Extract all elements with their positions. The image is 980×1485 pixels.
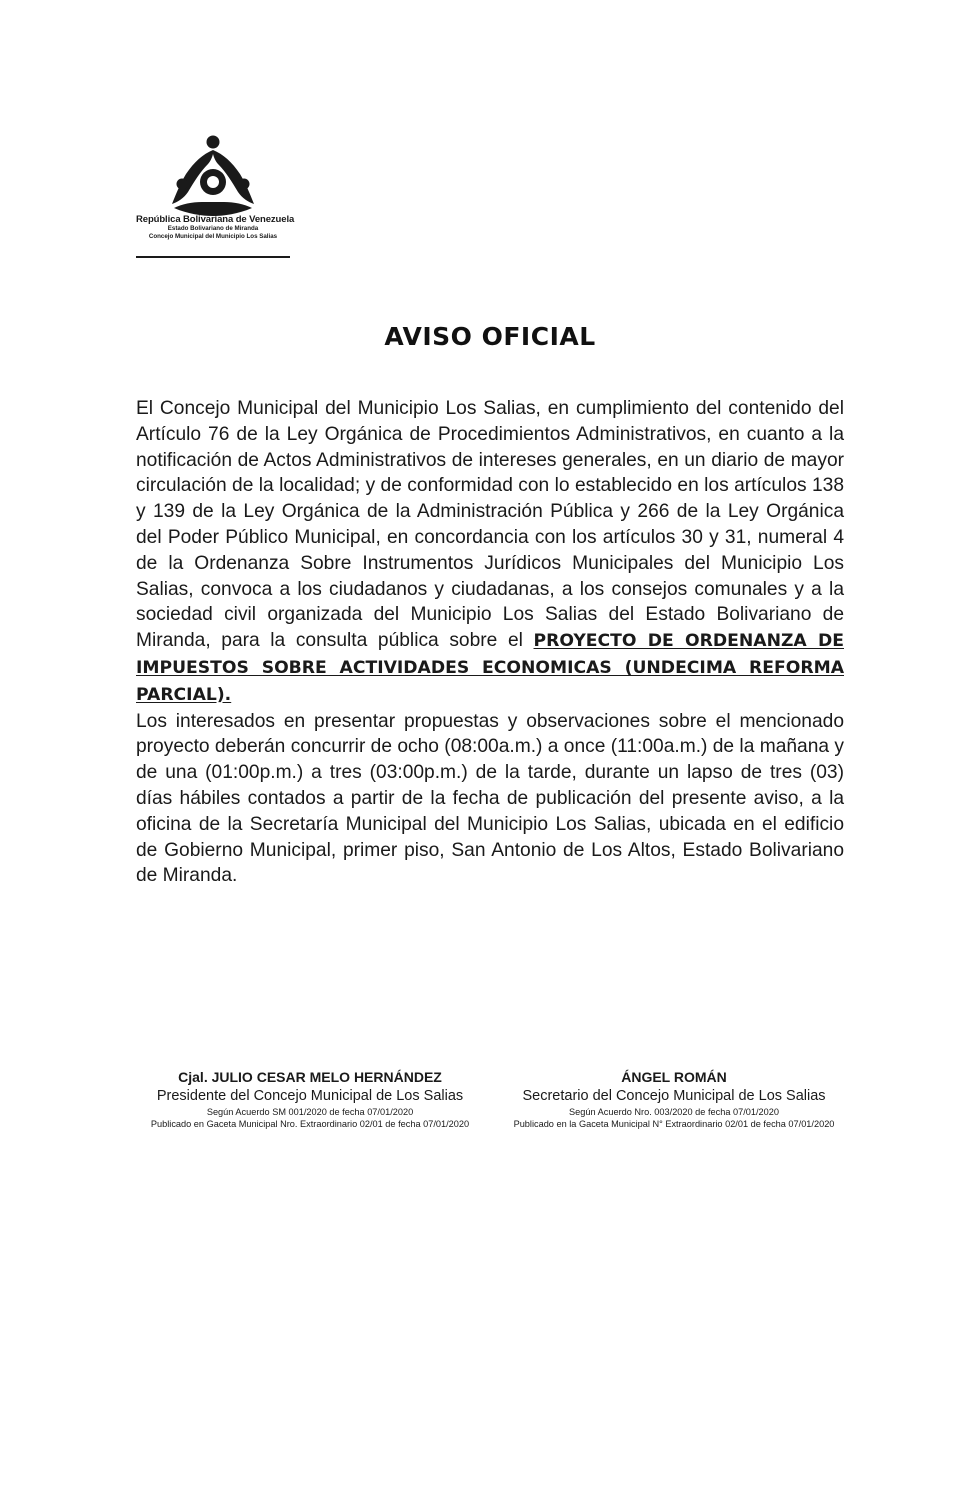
page-title: AVISO OFICIAL: [384, 322, 596, 351]
signatory-agreement: Según Acuerdo SM 001/2020 de fecha 07/01/2020: [206, 1107, 414, 1117]
municipal-emblem-icon: [168, 132, 258, 218]
org-country: República Bolivariana de Venezuela: [136, 214, 295, 225]
signatory-title: Presidente del Concejo Municipal de Los Salias: [156, 1088, 464, 1104]
signature-president: [125, 1068, 495, 1130]
notice-body: [136, 396, 844, 889]
signatory-gazette: Publicado en Gaceta Municipal Nro. Extraordinario 02/01 de fecha 07/01/2020: [150, 1119, 470, 1129]
signatory-agreement: Según Acuerdo Nro. 003/2020 de fecha 07/01/2020: [569, 1107, 779, 1117]
org-state: Estado Bolivariano de Miranda: [167, 225, 259, 232]
org-council: Concejo Municipal del Municipio Los Salias: [148, 233, 278, 240]
signatory-name: Cjal. JULIO CESAR MELO HERNÁNDEZ: [178, 1069, 442, 1085]
notice-paragraph-1: [136, 396, 844, 709]
paragraph-1-text: El Concejo Municipal del Municipio Los Salias, en cumplimiento del contenido del Artículo 76 de la Ley Orgánica de Procedimientos Administrativos, en cuanto a la notificación de Actos Administrativos de intereses generales, en un diario de mayor circulación de la localidad; y de conformidad con lo establecido en los artículos 138 y 139 de la Ley Orgánica de la Administración Pública y 266 de la Ley Orgánica del Poder Público Municipal, en concordancia con los artículos 30 y 31, numeral 4 de la Ordenanza Sobre Instrumentos Jurídicos Municipales del Municipio Los Salias, convoca a los ciudadanos y ciudadanas, a los consejos comunales y a la sociedad civil organizada del Municipio Los Salias del Estado Bolivariano de Miranda, para la consulta pública sobre el: [136, 398, 844, 652]
notice-paragraph-2: Los interesados en presentar propuestas y observaciones sobre el mencionado proyecto deberán concurrir de ocho (08:00a.m.) a once (11:00a.m.) de la mañana y de una (01:00p.m.) a tres (03:00p.m.) de la tarde, durante un lapso de tres (03) días hábiles contados a partir de la fecha de publicación del presente aviso, a la oficina de la Secretaría Municipal del Municipio Los Salias, ubicada en el edificio de Gobierno Municipal, primer piso, San Antonio de Los Altos, Estado Bolivariano de Miranda.: [136, 710, 844, 887]
letterhead: [136, 132, 295, 241]
signatory-gazette: Publicado en la Gaceta Municipal N° Extraordinario 02/01 de fecha 07/01/2020: [513, 1119, 835, 1129]
signature-secretary: [489, 1068, 859, 1130]
header-divider: [136, 256, 290, 258]
signatory-name: ÁNGEL ROMÁN: [621, 1069, 727, 1085]
signatory-title: Secretario del Concejo Municipal de Los Salias: [522, 1088, 826, 1104]
project-title-highlight: PROYECTO DE ORDENANZA DE IMPUESTOS SOBRE ACTIVIDADES ECONOMICAS (UNDECIMA REFORMA PARCIAL).: [136, 631, 844, 705]
